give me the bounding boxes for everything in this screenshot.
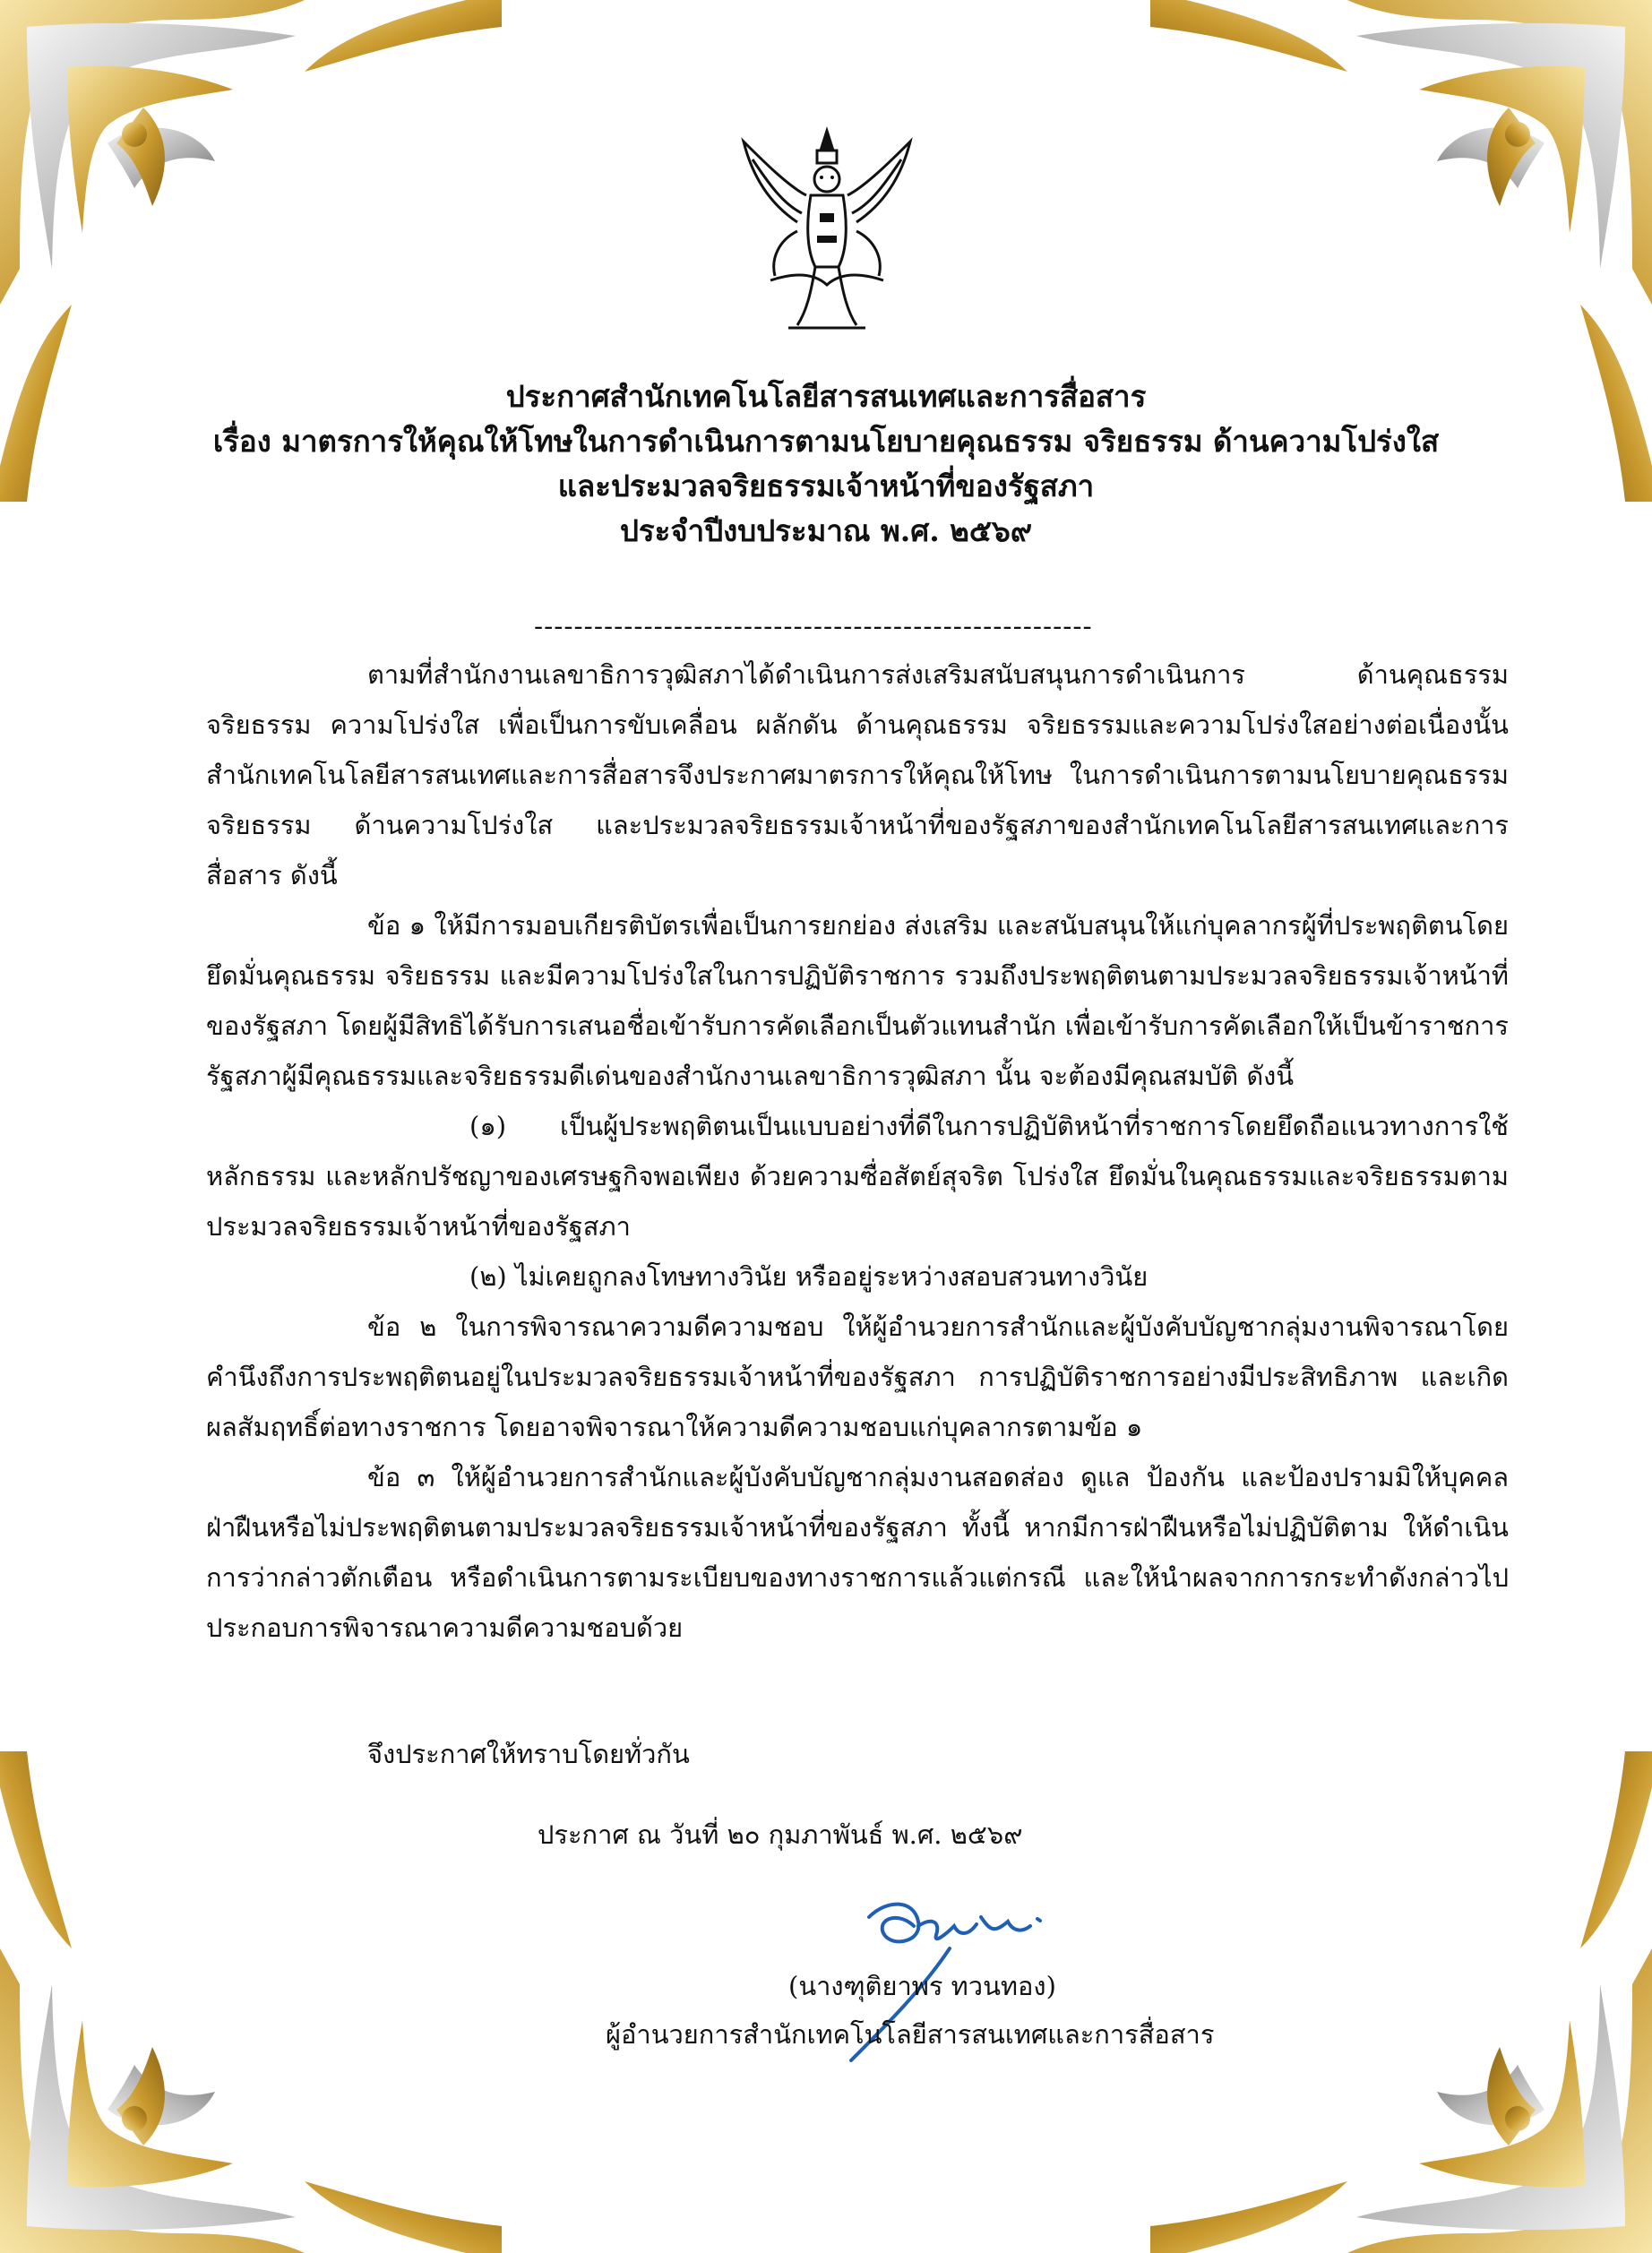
announcement-date: ประกาศ ณ วันที่ ๒๐ กุมภาพันธ์ พ.ศ. ๒๕๖๙ [538,1819,1023,1850]
title-line-1: ประกาศสำนักเทคโนโลยีสารสนเทศและการสื่อสาร [505,379,1147,414]
closing-statement: จึงประกาศให้ทราบโดยทั่วกัน [367,1739,690,1769]
signatory-title: ผู้อำนวยการสำนักเทคโนโลยีสารสนเทศและการสื่อสาร [606,2019,1215,2050]
announcement-body [206,649,1509,1653]
paragraph-clause-1: ข้อ ๑ ให้มีการมอบเกียรติบัตรเพื่อเป็นการยกย่อง ส่งเสริม และสนับสนุนให้แก่บุคลากรผู้ที่ประพฤติตนโดยยึดมั่นคุณธรรม จริยธรรม และมีความโปร่งใสในการปฏิบัติราชการ รวมถึงประพฤติตนตามประมวลจริยธรรมเจ้าหน้าที่ของรัฐสภา โดยผู้มีสิทธิได้รับการเสนอชื่อเข้ารับการคัดเลือกเป็นตัวแทนสำนัก เพื่อเข้ารับการคัดเลือกให้เป็นข้าราชการรัฐสภาผู้มีคุณธรรมและจริยธรรมดีเด่นของสำนักงานเลขาธิการวุฒิสภา นั้น จะต้องมีคุณสมบัติ ดังนี้ [206,910,1509,1091]
title-separator: -------------------------------------------------------- [534,611,1093,642]
paragraph-clause-2: ข้อ ๒ ในการพิจารณาความดีความชอบ ให้ผู้อำนวยการสำนักและผู้บังคับบัญชากลุ่มงานพิจารณาโดยคำนึงถึงการประพฤติตนอยู่ในประมวลจริยธรรมเจ้าหน้าที่ของรัฐสภา การปฏิบัติราชการอย่างมีประสิทธิภาพ และเกิดผลสัมฤทธิ์ต่อทางราชการ โดยอาจพิจารณาให้ความดีความชอบแก่บุคลากรตามข้อ ๑ [206,1311,1509,1442]
corner-ornament-bottom-left [0,1751,502,2253]
paragraph-intro: ตามที่สำนักงานเลขาธิการวุฒิสภาได้ดำเนินการส่งเสริมสนับสนุนการดำเนินการ ด้านคุณธรรม จริยธรรม ความโปร่งใส เพื่อเป็นการขับเคลื่อน ผลักดัน ด้านคุณธรรม จริยธรรมและความโปร่งใสอย่างต่อเนื่องนั้น สำนักเทคโนโลยีสารสนเทศและการสื่อสารจึงประกาศมาตรการให้คุณให้โทษ ในการดำเนินการตามนโยบายคุณธรรม จริยธรรม ด้านความโปร่งใส และประมวลจริยธรรมเจ้าหน้าที่ของรัฐสภาของสำนักเทคโนโลยีสารสนเทศและการสื่อสาร ดังนี้ [206,659,1509,890]
title-line-2: เรื่อง มาตรการให้คุณให้โทษในการดำเนินการตามนโยบายคุณธรรม จริยธรรม ด้านความโปร่งใส [212,424,1440,459]
paragraph-clause-1-item-2: (๒) ไม่เคยถูกลงโทษทางวินัย หรืออยู่ระหว่างสอบสวนทางวินัย [469,1261,1149,1292]
title-line-4: ประจำปีงบประมาณ พ.ศ. ๒๕๖๙ [619,513,1033,548]
announcement-title [179,374,1473,554]
title-line-3: และประมวลจริยธรรมเจ้าหน้าที่ของรัฐสภา [557,469,1095,503]
garuda-emblem-icon [735,124,919,337]
corner-ornament-bottom-right [1150,1751,1652,2253]
signatory-name: (นางฑุติยาพร ทวนทอง) [788,1971,1056,2001]
paragraph-clause-1-item-1: (๑) เป็นผู้ประพฤติตนเป็นแบบอย่างที่ดีในการปฏิบัติหน้าที่ราชการโดยยึดถือแนวทางการใช้หลักธรรม และหลักปรัชญาของเศรษฐกิจพอเพียง ด้วยความซื่อสัตย์สุจริต โปร่งใส ยึดมั่นในคุณธรรมและจริยธรรมตามประมวลจริยธรรมเจ้าหน้าที่ของรัฐสภา [206,1111,1509,1242]
paragraph-clause-3: ข้อ ๓ ให้ผู้อำนวยการสำนักและผู้บังคับบัญชากลุ่มงานสอดส่อง ดูแล ป้องกัน และป้องปรามมิให้บุคคลฝ่าฝืนหรือไม่ประพฤติตนตามประมวลจริยธรรมเจ้าหน้าที่ของรัฐสภา ทั้งนี้ หากมีการฝ่าฝืนหรือไม่ปฏิบัติตาม ให้ดำเนินการว่ากล่าวตักเตือน หรือดำเนินการตามระเบียบของทางราชการแล้วแต่กรณี และให้นำผลจากการกระทำดังกล่าวไปประกอบการพิจารณาความดีความชอบด้วย [206,1462,1509,1643]
